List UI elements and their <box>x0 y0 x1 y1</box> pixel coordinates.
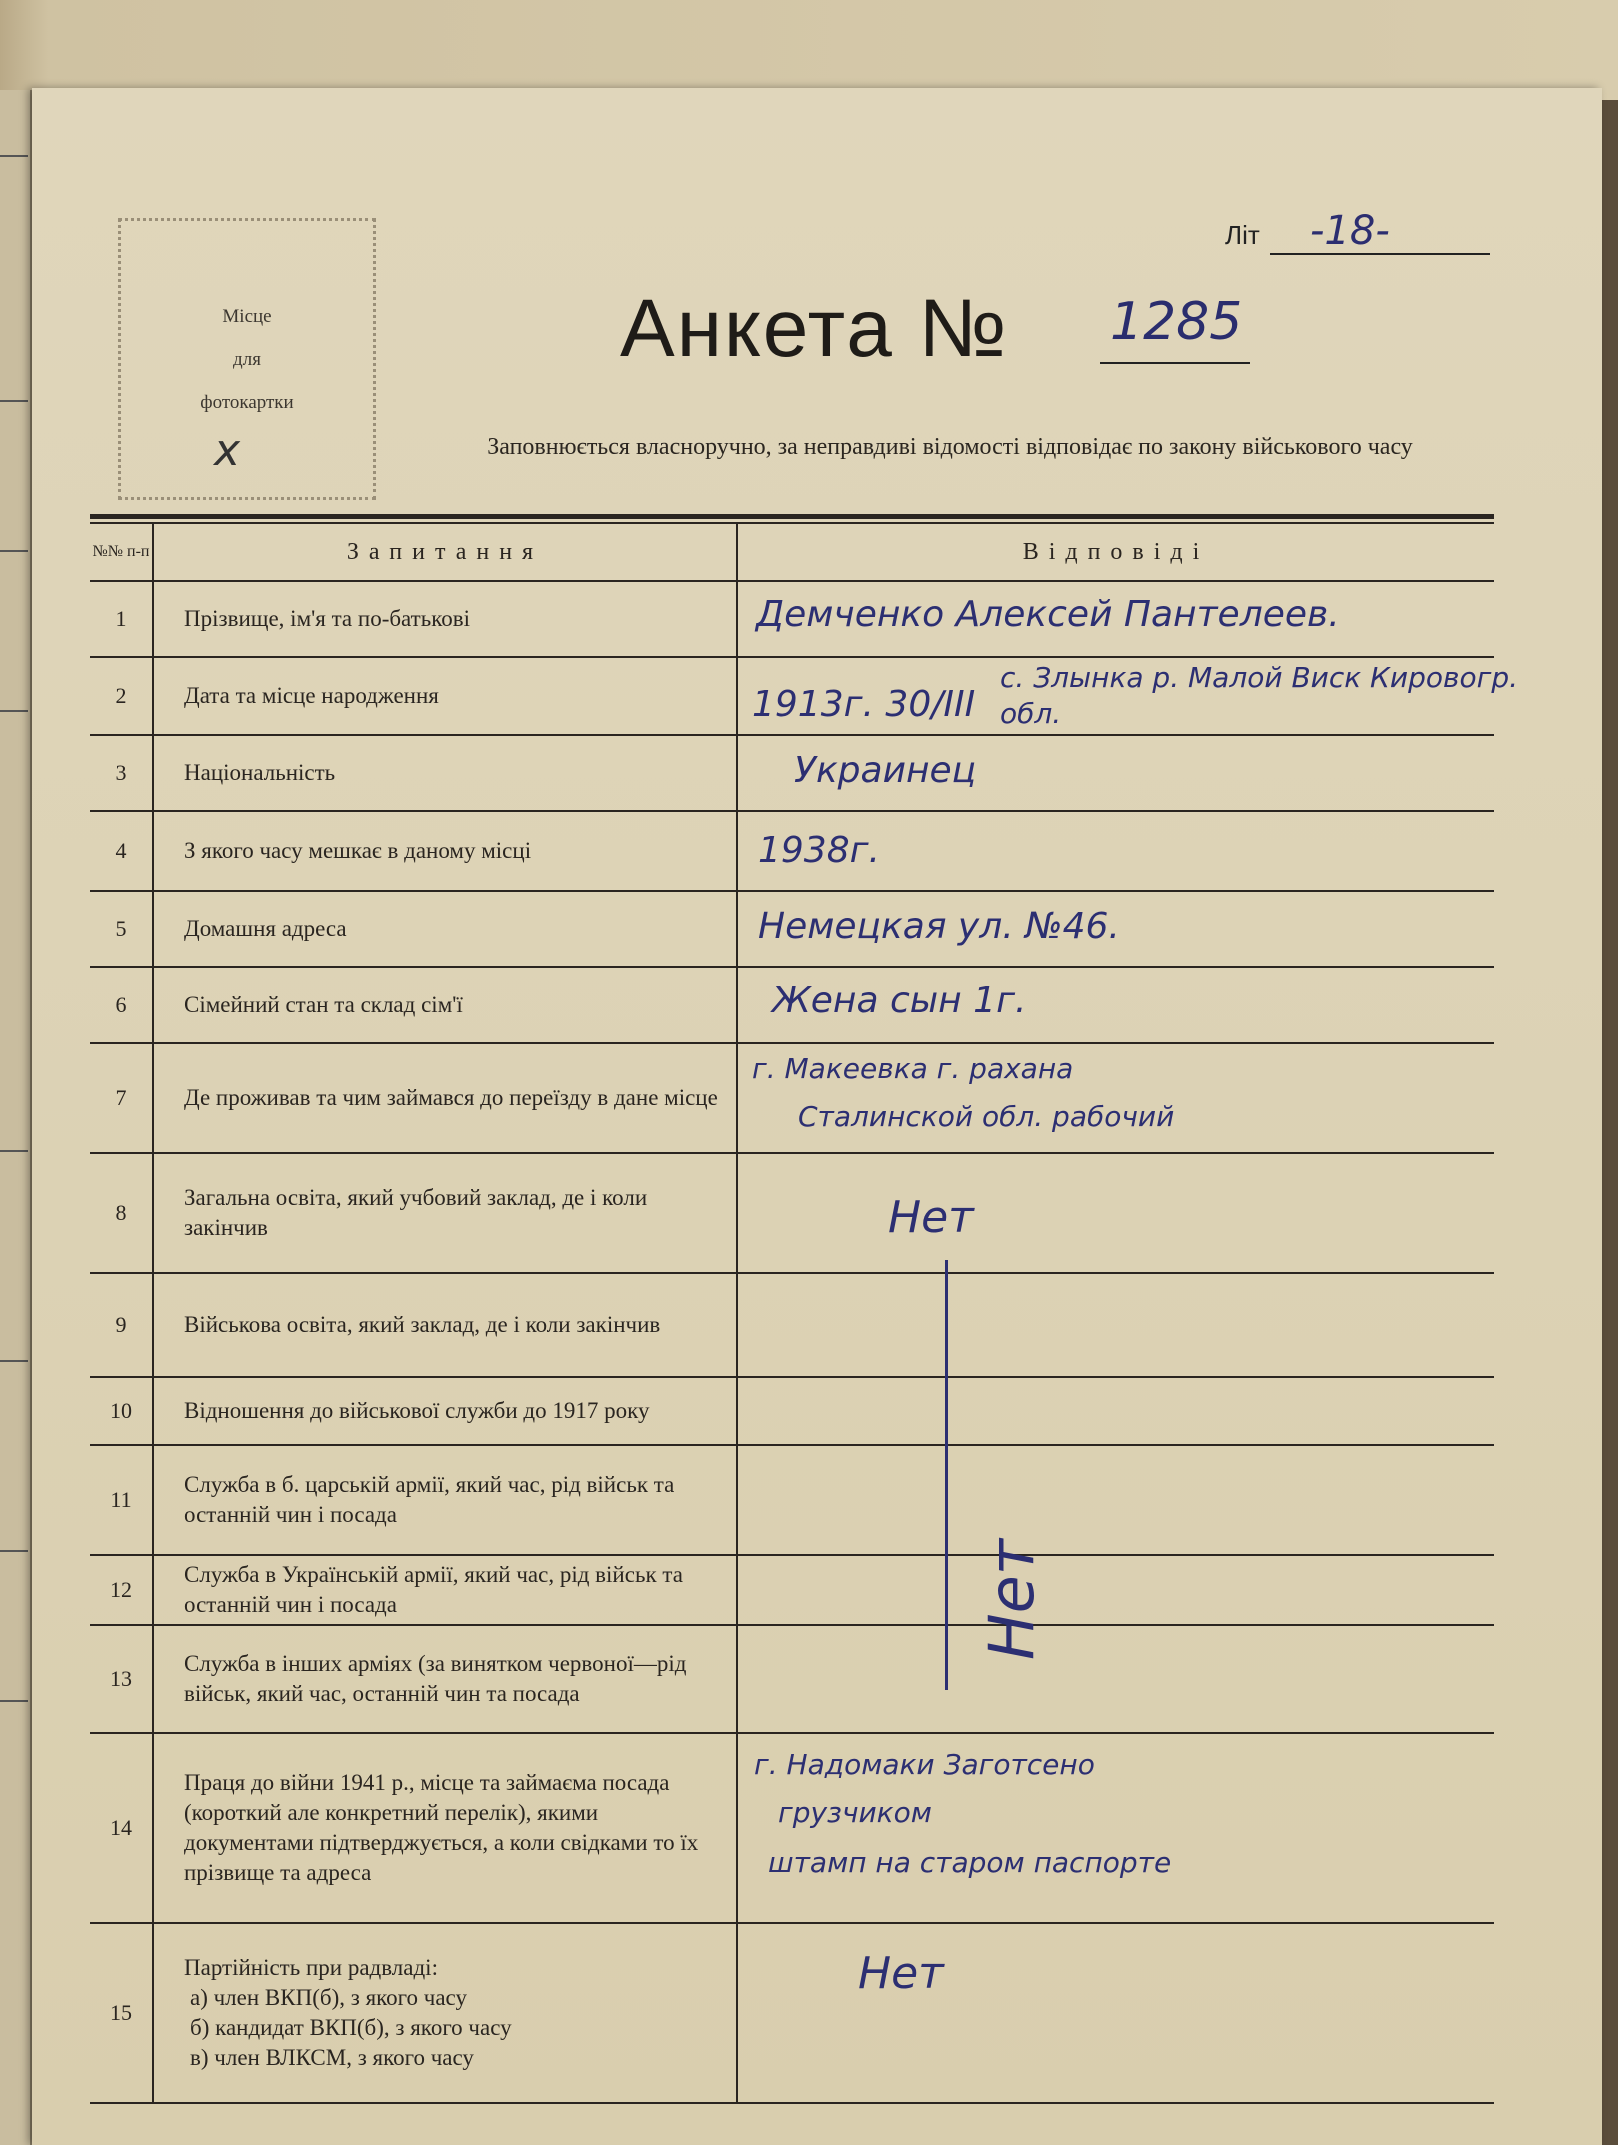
row-answer-cell <box>737 735 1494 811</box>
row-answer-cell <box>737 967 1494 1043</box>
row-answer-cell <box>737 1733 1494 1923</box>
table-row <box>90 1625 1494 1733</box>
edge-mark <box>0 550 28 552</box>
handwritten-answer: с. Злынка р. Малой Виск Кировогр. обл. <box>1000 661 1519 730</box>
handwritten-answer: г. Макеевка г. рахана <box>752 1052 1074 1085</box>
row-question: Служба в Українській армії, який час, рід військ та останній чин і посада <box>153 1555 737 1625</box>
edge-mark <box>0 155 28 157</box>
row-question: Прізвище, ім'я та по-батькові <box>153 581 737 657</box>
handwritten-answer: Украинец <box>794 750 977 791</box>
row-question: Військова освіта, який заклад, де і коли закінчив <box>153 1273 737 1377</box>
lit-label: Літ <box>1225 220 1260 250</box>
handwritten-answer: г. Надомаки Заготсено <box>754 1748 1095 1781</box>
photo-label-line: Місце <box>222 305 272 327</box>
edge-mark <box>0 1360 28 1362</box>
table-row <box>90 735 1494 811</box>
edge-mark <box>0 1150 28 1152</box>
row-question: Загальна освіта, який учбовий заклад, де і коли закінчив <box>153 1153 737 1273</box>
row-question: Служба в інших арміях (за винятком червоної—рід військ, який час, останній чин та посада <box>153 1625 737 1733</box>
photo-mark: x <box>214 425 241 476</box>
row-number: 5 <box>90 891 153 967</box>
row-question-cell <box>153 1923 737 2103</box>
photo-label-line: для <box>233 348 261 370</box>
row-answer-cell <box>737 1555 1494 1625</box>
form-number: 1285 <box>1110 292 1243 352</box>
table-row <box>90 581 1494 657</box>
edge-mark <box>0 1700 28 1702</box>
row-answer-cell <box>737 1273 1494 1377</box>
question-subitem: в) член ВЛКСМ, з якого часу <box>190 2045 474 2070</box>
answer-strike-line <box>945 1260 948 1690</box>
vertical-handwritten-answer: Нет <box>975 1539 1048 1660</box>
row-number: 6 <box>90 967 153 1043</box>
row-answer-cell <box>737 1445 1494 1555</box>
row-number: 7 <box>90 1043 153 1153</box>
table-row <box>90 1377 1494 1445</box>
table-row <box>90 1445 1494 1555</box>
row-number: 10 <box>90 1377 153 1445</box>
questionnaire-table <box>90 522 1519 2104</box>
row-answer-cell <box>737 1377 1494 1445</box>
row-number: 12 <box>90 1555 153 1625</box>
handwritten-answer: 1913г. 30/III <box>752 684 976 725</box>
row-number: 11 <box>90 1445 153 1555</box>
row-question: Національність <box>153 735 737 811</box>
table-row <box>90 1733 1494 1923</box>
table-row <box>90 891 1494 967</box>
row-question: Відношення до військової служби до 1917 року <box>153 1377 737 1445</box>
photo-label-line: фотокартки <box>200 391 294 413</box>
row-number: 2 <box>90 657 153 735</box>
page-title: Анкета № <box>620 283 1009 374</box>
col-header-answer: Відповіді <box>737 523 1494 581</box>
row-answer-cell <box>737 811 1494 891</box>
table-header-row <box>90 523 1494 581</box>
row-question: Дата та місце народження <box>153 657 737 735</box>
right-page-edge <box>1600 100 1618 2145</box>
row-number: 9 <box>90 1273 153 1377</box>
edge-mark <box>0 400 28 402</box>
handwritten-answer: Немецкая ул. №46. <box>758 906 1120 947</box>
table-row <box>90 967 1494 1043</box>
edge-mark <box>0 1550 28 1552</box>
row-number: 13 <box>90 1625 153 1733</box>
form-subtitle: Заповнюється власноручно, за неправдиві відомості відповідає по закону військового часу <box>487 434 1413 460</box>
row-answer-cell <box>737 657 1519 735</box>
lit-value: -18- <box>1310 208 1390 254</box>
table-row <box>90 1273 1494 1377</box>
row-number: 8 <box>90 1153 153 1273</box>
handwritten-answer: грузчиком <box>778 1796 932 1829</box>
handwritten-answer: Демченко Алексей Пантелеев. <box>756 594 1340 635</box>
table-row <box>90 1043 1494 1153</box>
row-answer-cell <box>737 1625 1494 1733</box>
row-answer-cell <box>737 581 1494 657</box>
col-header-question: Запитання <box>153 523 737 581</box>
handwritten-answer: 1938г. <box>758 830 880 871</box>
row-question: Де проживав та чим займався до переїзду в дане місце <box>153 1043 737 1153</box>
row-answer-cell <box>737 1043 1494 1153</box>
row-question: Праця до війни 1941 р., місце та займаєма посада (короткий але конкретний перелік), якими документами підтверджується, а коли свідками то їх прізвище та адреса <box>153 1733 737 1923</box>
row-question: Служба в б. царській армії, який час, рід військ та останній чин і посада <box>153 1445 737 1555</box>
row-question: Партійність при радвладі: <box>184 1955 438 1980</box>
row-number: 4 <box>90 811 153 891</box>
header-rule <box>90 514 1494 519</box>
row-question: Домашня адреса <box>153 891 737 967</box>
table-row <box>90 1153 1494 1273</box>
question-subitem: б) кандидат ВКП(б), з якого часу <box>190 2015 512 2040</box>
table-row <box>90 657 1494 735</box>
table-row <box>90 1555 1494 1625</box>
row-answer-cell <box>737 1923 1494 2103</box>
edge-mark <box>0 710 28 712</box>
row-number: 14 <box>90 1733 153 1923</box>
left-page-edge <box>0 90 32 2145</box>
handwritten-answer: Нет <box>888 1192 974 1243</box>
row-number: 15 <box>90 1923 153 2103</box>
handwritten-answer: штамп на старом паспорте <box>768 1846 1172 1879</box>
handwritten-answer: Жена сын 1г. <box>772 980 1027 1021</box>
row-question: Сімейний стан та склад сім'ї <box>153 967 737 1043</box>
table-row <box>90 1923 1494 2103</box>
table-row <box>90 811 1494 891</box>
row-question: З якого часу мешкає в даному місці <box>153 811 737 891</box>
row-number: 1 <box>90 581 153 657</box>
row-number: 3 <box>90 735 153 811</box>
row-answer-cell <box>737 1153 1494 1273</box>
handwritten-answer: Сталинской обл. рабочий <box>798 1100 1175 1133</box>
col-header-number: №№ п-п <box>90 523 153 581</box>
question-subitem: а) член ВКП(б), з якого часу <box>190 1985 467 2010</box>
row-answer-cell <box>737 891 1494 967</box>
form-number-underline <box>1100 362 1250 364</box>
handwritten-answer: Нет <box>858 1948 944 1999</box>
photo-placeholder <box>118 218 376 500</box>
